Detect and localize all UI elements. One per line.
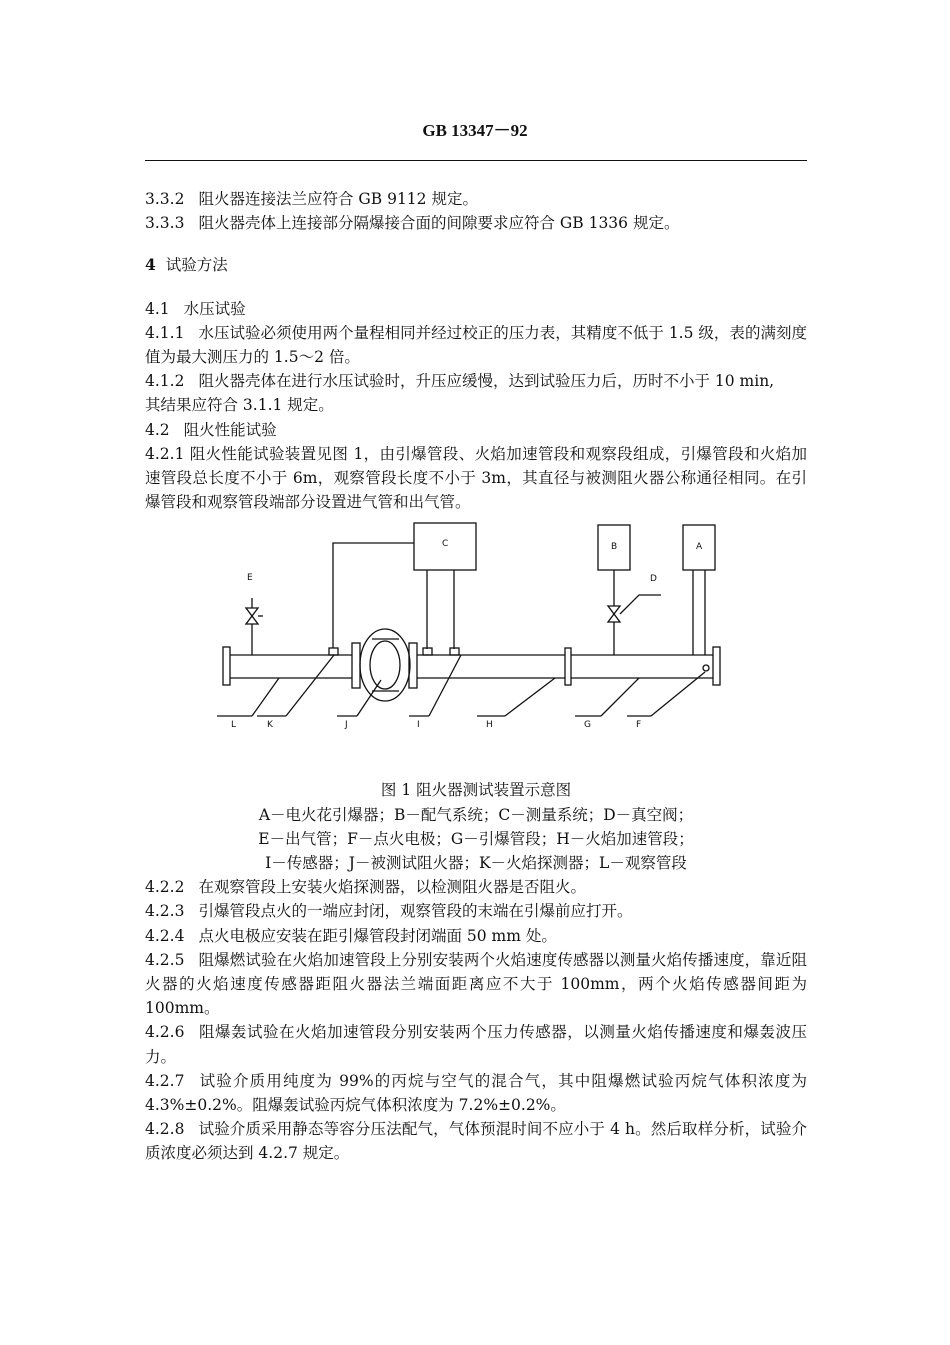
- label-e: E: [247, 573, 253, 584]
- figure-1: [145, 520, 807, 778]
- clause-text: 水压试验: [183, 299, 246, 318]
- clause-number: 4.1: [145, 299, 170, 318]
- label-f: F: [636, 720, 642, 731]
- paragraph: [145, 211, 807, 235]
- clause-text: 阻火器壳体上连接部分隔爆接合面的间隙要求应符合 GB 1336 规定。: [198, 214, 680, 233]
- label-l: L: [231, 720, 237, 731]
- clause-text: 点火电极应安装在距引爆管段封闭端面 50 mm 处。: [198, 926, 557, 945]
- label-b: B: [611, 542, 618, 553]
- paragraph: [145, 1069, 807, 1117]
- clause-text: 阻火性能试验: [183, 420, 277, 439]
- paragraph: [145, 1020, 807, 1068]
- clause-number: 4.2.8: [145, 1120, 185, 1139]
- paragraph: [145, 924, 807, 948]
- clause-number: 4.2.5: [145, 950, 185, 969]
- paragraph: [145, 442, 807, 515]
- clause-text: 其结果应符合 3.1.1 规定。: [145, 396, 334, 415]
- label-i: I: [417, 720, 420, 731]
- clause-text: 在观察管段上安装火焰探测器，以检测阻火器是否阻火。: [198, 878, 586, 897]
- paragraph: [145, 899, 807, 923]
- clause-number: 3.3.3: [145, 214, 185, 233]
- paragraph: [145, 297, 807, 321]
- paragraph: [145, 321, 807, 369]
- page-header: GB 13347－92: [422, 121, 528, 140]
- label-k: K: [267, 720, 273, 731]
- clause-number: 4.2.2: [145, 878, 185, 897]
- figure-legend-line: A－电火花引爆器；B－配气系统；C－测量系统；D－真空阀；: [258, 805, 694, 824]
- clause-text: 引爆管段点火的一端应封闭，观察管段的末端在引爆前应打开。: [198, 902, 633, 921]
- clause-number: 4.2: [145, 420, 170, 439]
- clause-text: 阻爆燃试验在火焰加速管段上分别安装两个火焰速度传感器以测量火焰传播速度，靠近阻火器的火焰速度传感器距阻火器法兰端面距离应不大于 100mm，两个火焰传感器间距为 100mm。: [145, 950, 807, 1018]
- header-rule: [145, 160, 807, 161]
- clause-number: 4.2.7: [145, 1071, 185, 1090]
- clause-number: 4.1.1: [145, 323, 185, 342]
- clause-text: 试验介质采用静态等容分压法配气，气体预混时间不应小于 4 h。然后取样分析，试验介质浓度必须达到 4.2.7 规定。: [145, 1120, 807, 1163]
- paragraph: [145, 369, 807, 393]
- test-apparatus-diagram: [209, 520, 729, 750]
- label-c: C: [442, 539, 449, 550]
- clause-text: 阻火器连接法兰应符合 GB 9112 规定。: [198, 190, 478, 208]
- label-a: A: [696, 542, 703, 553]
- paragraph: [145, 393, 807, 417]
- clause-number: 4.2.3: [145, 902, 185, 921]
- label-h: H: [486, 720, 493, 731]
- figure-caption: 图 1 阻火器测试装置示意图: [380, 781, 572, 800]
- paragraph: [145, 1117, 807, 1165]
- paragraph: [145, 418, 807, 442]
- document-body: [145, 187, 807, 1166]
- paragraph: [145, 187, 807, 211]
- section-number: 4: [145, 255, 156, 275]
- paragraph: [145, 875, 807, 899]
- clause-text: 4.2.1 阻火性能试验装置见图 1，由引爆管段、火焰加速管段和观察段组成，引爆管段和火焰加速管段总长度不小于 6m，观察管段长度不小于 3m，其直径与被测阻火器公称通径相同。在引爆管段和观察管段端部分设置进气管和出气管。: [145, 444, 807, 512]
- section-heading: [145, 253, 807, 277]
- clause-text: 试验介质用纯度为 99%的丙烷与空气的混合气，其中阻爆燃试验丙烷气体积浓度为 4.3%±0.2%。阻爆轰试验丙烷气体积浓度为 7.2%±0.2%。: [145, 1071, 807, 1115]
- label-j: J: [345, 720, 348, 731]
- label-d: D: [650, 574, 657, 585]
- clause-text: 阻火器壳体在进行水压试验时，升压应缓慢，达到试验压力后，历时不小于 10 min,: [198, 372, 775, 391]
- figure-legend-line: E－出气管；F－点火电极；G－引爆管段；H－火焰加速管段；: [258, 829, 694, 848]
- clause-number: 3.3.2: [145, 190, 185, 208]
- clause-number: 4.1.2: [145, 372, 185, 391]
- section-title: 试验方法: [165, 256, 228, 275]
- figure-legend-line: I－传感器；J－被测试阻火器；K－火焰探测器；L－观察管段: [265, 854, 687, 873]
- clause-text: 水压试验必须使用两个量程相同并经过校正的压力表，其精度不低于 1.5 级，表的满刻度值为最大测压力的 1.5～2 倍。: [145, 323, 807, 367]
- clause-text: 阻爆轰试验在火焰加速管段分别安装两个压力传感器，以测量火焰传播速度和爆轰波压力。: [145, 1023, 807, 1066]
- label-g: G: [584, 720, 591, 731]
- clause-number: 4.2.6: [145, 1023, 185, 1042]
- clause-number: 4.2.4: [145, 926, 185, 945]
- paragraph: [145, 948, 807, 1021]
